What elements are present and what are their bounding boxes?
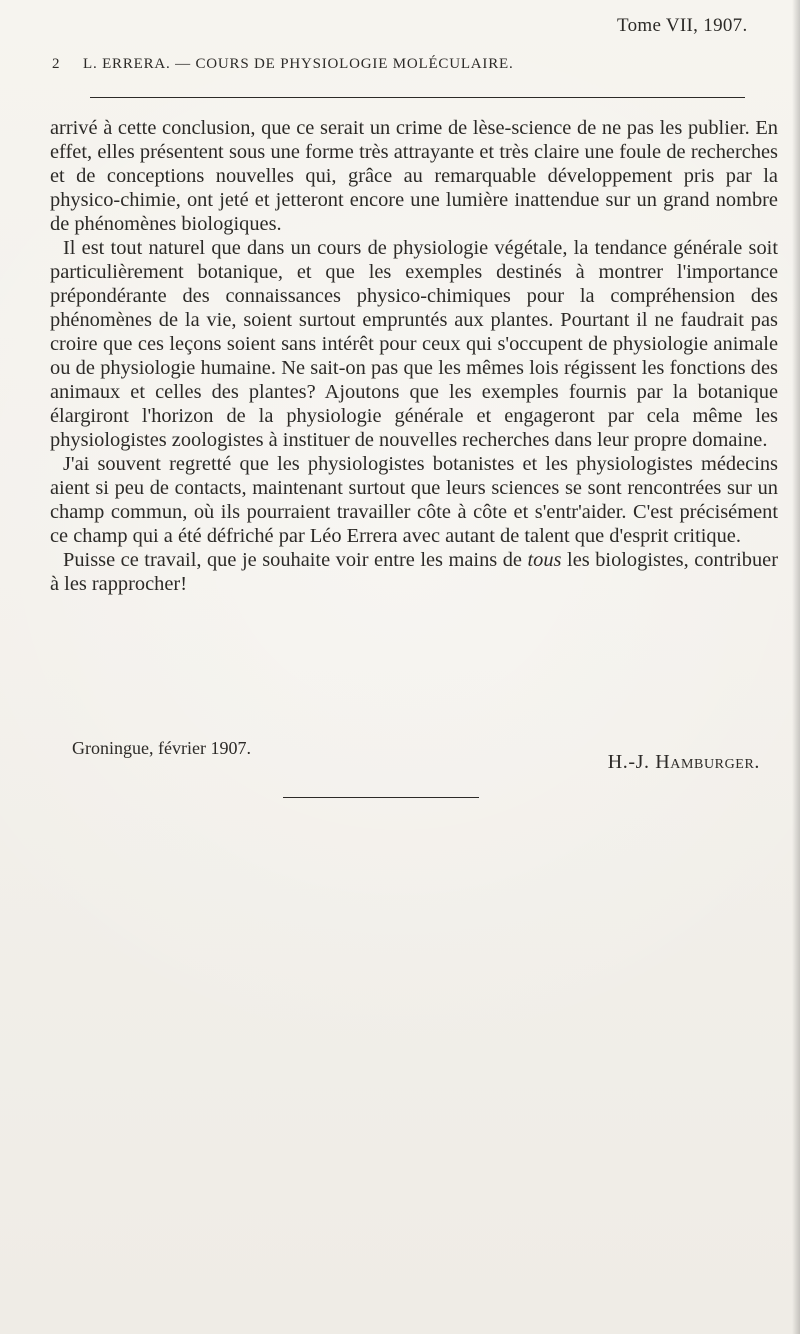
end-rule [283, 797, 479, 798]
signoff [72, 738, 760, 778]
running-head: L. ERRERA. — COURS DE PHYSIOLOGIE MOLÉCULAIRE. [83, 56, 514, 72]
closing-paragraph [50, 548, 778, 596]
volume-label: Tome VII, 1907. [617, 15, 748, 36]
paragraph-2: Il est tout naturel que dans un cours de physiologie végétale, la tendance générale soit particulièrement botanique, et que les exemples destinés à montrer l'importance prépondérante des connaissances physico-chimiques pour la compréhension des phénomènes de la vie, soient surtout empruntés aux plantes. Pourtant il ne faudrait pas croire que ces leçons soient sans intérêt pour ceux qui s'occupent de physiologie animale ou de physiologie humaine. Ne sait-on pas que les mêmes lois régissent les fonctions des animaux et celles des plantes? Ajoutons que les exemples fournis par la botanique élargiront l'horizon de la physiologie générale et engageront par cela même les physiologistes zoologistes à instituer de nouvelles recherches dans leur propre domaine. [50, 237, 778, 451]
page-edge-shadow [792, 0, 800, 1334]
author-signature: H.-J. Hamburger. [607, 751, 760, 773]
body-text [50, 116, 778, 596]
emphasis-word: tous [527, 549, 562, 571]
paragraph-3: J'ai souvent regretté que les physiologistes botanistes et les physiologistes médecins aient si peu de contacts, maintenant surtout que leurs sciences se sont rencontrées sur un champ commun, où ils pourraient travailler côte à côte et s'entr'aider. C'est précisément ce champ qui a été défriché par Léo Errera avec autant de talent que d'esprit critique. [50, 453, 778, 547]
place-date: Groningue, février 1907. [72, 738, 251, 758]
paragraph-1: arrivé à cette conclusion, que ce serait un crime de lèse-science de ne pas les publier. En effet, elles présentent sous une forme très attrayante et très claire une foule de recherches et de conceptions nouvelles qui, grâce au remarquable développement pris par la physico-chimie, ont jeté et jetteront encore une lumière inattendue sur un grand nombre de phénomènes biologiques. [50, 117, 778, 235]
page-number: 2 [52, 56, 60, 72]
page-header [52, 55, 702, 73]
header-rule [90, 97, 745, 98]
closing-text-end: les biologistes, contribuer à les rapprocher! [50, 549, 778, 595]
closing-text-start: Puisse ce travail, que je souhaite voir entre les mains de [63, 549, 528, 571]
